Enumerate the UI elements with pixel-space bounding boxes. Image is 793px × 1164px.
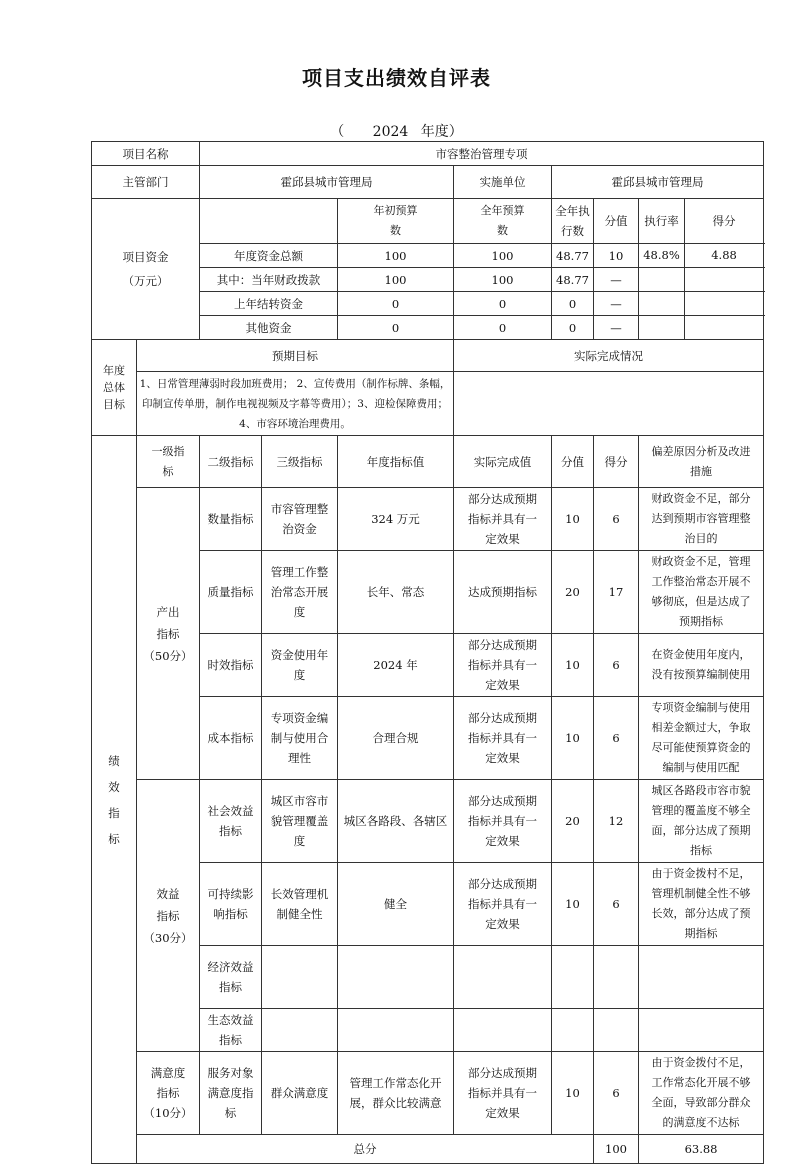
ind-header-target: 年度指标值 (338, 436, 454, 488)
ind-header-level2: 二级指标 (200, 436, 262, 488)
indicator-row (92, 488, 764, 551)
value: 10 (552, 863, 594, 946)
funds-row-name: 上年结转资金 (200, 292, 338, 316)
value: 10 (552, 1052, 594, 1135)
ind-header-level3: 三级指标 (262, 436, 338, 488)
actual (454, 1009, 552, 1052)
unit-value: 霍邱县城市管理局 (552, 166, 764, 199)
page-title: 项目支出绩效自评表 (302, 66, 491, 90)
score: 6 (594, 634, 639, 697)
value: 20 (552, 780, 594, 863)
level2: 服务对象 满意度指 标 (200, 1052, 262, 1135)
funds-row-initial: 0 (338, 316, 454, 340)
year-open: （ (330, 124, 345, 140)
funds-row-executed: 0 (552, 316, 594, 340)
reason: 在资金使用年度内， 没有按预算编制使用 (639, 634, 764, 697)
funds-header-initial: 年初预算 数 (338, 199, 454, 244)
funds-row-score (685, 316, 763, 339)
year-unit: 年度） (420, 124, 463, 140)
funds-row-score: 4.88 (711, 248, 737, 262)
funds-row-rate (639, 268, 685, 291)
value: 20 (552, 551, 594, 634)
goals-label: 年度 总体 目标 (92, 340, 137, 436)
indicator-row (92, 780, 764, 863)
actual: 部分达成预期 指标并具有一 定效果 (454, 697, 552, 780)
level3: 长效管理机 制健全性 (262, 863, 338, 946)
evaluation-table (91, 141, 764, 1164)
actual: 部分达成预期 指标并具有一 定效果 (454, 488, 552, 551)
level2: 时效指标 (200, 634, 262, 697)
dept-label: 主管部门 (92, 166, 200, 199)
goals-expected: 1、日常管理薄弱时段加班费用； 2、宣传费用（制作标牌、条幅，印制宣传单册，制作电视视频及字幕等费用）；3、迎检保障费用；4、市容环境治理费用。 (137, 372, 454, 436)
funds-row-rate (639, 316, 685, 339)
project-name-label: 项目名称 (92, 142, 200, 166)
funds-row-initial: 100 (338, 244, 454, 268)
dept-value: 霍邱县城市管理局 (200, 166, 454, 199)
level2: 生态效益 指标 (200, 1009, 262, 1052)
target: 324 万元 (338, 488, 454, 551)
funds-row-value: — (594, 268, 639, 292)
total-label: 总分 (137, 1135, 594, 1164)
level1-benefit: 效益 指标 （30分） (137, 780, 200, 1052)
target: 健全 (338, 863, 454, 946)
score: 6 (594, 1052, 639, 1135)
funds-row-annual: 100 (454, 244, 552, 268)
reason: 财政资金不足，部分 达到预期市容管理整 治目的 (639, 488, 764, 551)
funds-header-score: 得分 (712, 214, 736, 228)
funds-row-executed: 48.77 (552, 244, 594, 268)
value (552, 946, 594, 1009)
actual: 部分达成预期 指标并具有一 定效果 (454, 1052, 552, 1135)
funds-row-initial: 100 (338, 268, 454, 292)
funds-header-annual: 全年预算 数 (454, 199, 552, 244)
ind-header-actual: 实际完成值 (454, 436, 552, 488)
funds-row-score (685, 268, 763, 291)
goals-actual-label: 实际完成情况 (454, 340, 764, 372)
target: 合理合规 (338, 697, 454, 780)
score: 6 (594, 488, 639, 551)
actual: 部分达成预期 指标并具有一 定效果 (454, 863, 552, 946)
funds-row-rate (639, 292, 685, 315)
target: 城区各路段、各辖区 (338, 780, 454, 863)
ind-header-value: 分值 (552, 436, 594, 488)
level3: 市容管理整 治资金 (262, 488, 338, 551)
reason: 由于资金拨村不足， 管理机制健全性不够 长效，部分达成了预 期指标 (639, 863, 764, 946)
funds-header-value: 分值 (594, 199, 639, 244)
actual: 部分达成预期 指标并具有一 定效果 (454, 780, 552, 863)
funds-row-annual: 0 (454, 292, 552, 316)
score: 17 (594, 551, 639, 634)
target (338, 1009, 454, 1052)
value: 10 (552, 488, 594, 551)
level2: 社会效益 指标 (200, 780, 262, 863)
year-value: 2024 (372, 124, 409, 140)
value: 10 (552, 634, 594, 697)
funds-row-initial: 0 (338, 292, 454, 316)
value (552, 1009, 594, 1052)
project-name: 市容整治管理专项 (200, 142, 764, 166)
score (594, 1009, 639, 1052)
unit-label: 实施单位 (454, 166, 552, 199)
score: 6 (594, 697, 639, 780)
funds-row-value: 10 (594, 244, 639, 268)
goals-actual (454, 372, 764, 436)
ind-header-level1: 一级指 标 (137, 436, 200, 488)
level2: 成本指标 (200, 697, 262, 780)
score (594, 946, 639, 1009)
funds-row-name: 其他资金 (200, 316, 338, 340)
level3: 管理工作整 治常态开展 度 (262, 551, 338, 634)
ind-header-reason: 偏差原因分析及改进 措施 (639, 436, 764, 488)
level1-output: 产出 指标 （50分） (137, 488, 200, 780)
reason: 专项资金编制与使用 相差金额过大，争取 尽可能使预算资金的 编制与使用匹配 (639, 697, 764, 780)
goals-expected-label: 预期目标 (137, 340, 454, 372)
funds-row-executed: 0 (552, 292, 594, 316)
funds-header-blank (200, 199, 338, 244)
actual: 达成预期指标 (454, 551, 552, 634)
level3: 专项资金编 制与使用合 理性 (262, 697, 338, 780)
level3: 资金使用年 度 (262, 634, 338, 697)
funds-row-value: — (594, 316, 639, 340)
funds-header-rate: 执行率 (639, 199, 685, 243)
funds-header-executed: 全年执行数 (552, 199, 594, 244)
year-line (0, 121, 793, 141)
funds-row-value: — (594, 292, 639, 316)
reason (639, 946, 764, 1009)
level3 (262, 946, 338, 1009)
level3 (262, 1009, 338, 1052)
funds-label: 项目资金 （万元） (92, 199, 200, 340)
level3: 城区市容市 貌管理覆盖 度 (262, 780, 338, 863)
reason: 由于资金拨付不足， 工作常态化开展不够 全面，导致部分群众 的满意度不达标 (639, 1052, 764, 1135)
level3: 群众满意度 (262, 1052, 338, 1135)
actual (454, 946, 552, 1009)
level1-satisfaction: 满意度 指标 （10分） (137, 1052, 200, 1135)
total-value: 100 (594, 1135, 639, 1164)
score: 6 (594, 863, 639, 946)
value: 10 (552, 697, 594, 780)
funds-row-annual: 100 (454, 268, 552, 292)
ind-header-score: 得分 (594, 436, 639, 488)
funds-row-annual: 0 (454, 316, 552, 340)
funds-row-name: 其中：当年财政拨款 (200, 268, 338, 292)
indicators-section-label: 绩 效 指 标 (92, 436, 137, 1164)
funds-header-rate-score (639, 199, 764, 244)
funds-row-score (685, 292, 763, 315)
actual: 部分达成预期 指标并具有一 定效果 (454, 634, 552, 697)
target (338, 946, 454, 1009)
reason: 财政资金不足，管理 工作整治常态开展不 够彻底，但是达成了 预期指标 (639, 551, 764, 634)
score: 12 (594, 780, 639, 863)
funds-row-name: 年度资金总额 (200, 244, 338, 268)
reason (639, 1009, 764, 1052)
target: 2024 年 (338, 634, 454, 697)
level2: 质量指标 (200, 551, 262, 634)
funds-row-executed: 48.77 (552, 268, 594, 292)
total-score: 63.88 (639, 1135, 764, 1164)
reason: 城区各路段市容市貌 管理的覆盖度不够全 面，部分达成了预期 指标 (639, 780, 764, 863)
level2: 可持续影 响指标 (200, 863, 262, 946)
funds-row-rate: 48.8% (639, 244, 685, 267)
level2: 经济效益 指标 (200, 946, 262, 1009)
target: 长年、常态 (338, 551, 454, 634)
target: 管理工作常态化开 展，群众比较满意 (338, 1052, 454, 1135)
level2: 数量指标 (200, 488, 262, 551)
indicator-row (92, 1052, 764, 1135)
